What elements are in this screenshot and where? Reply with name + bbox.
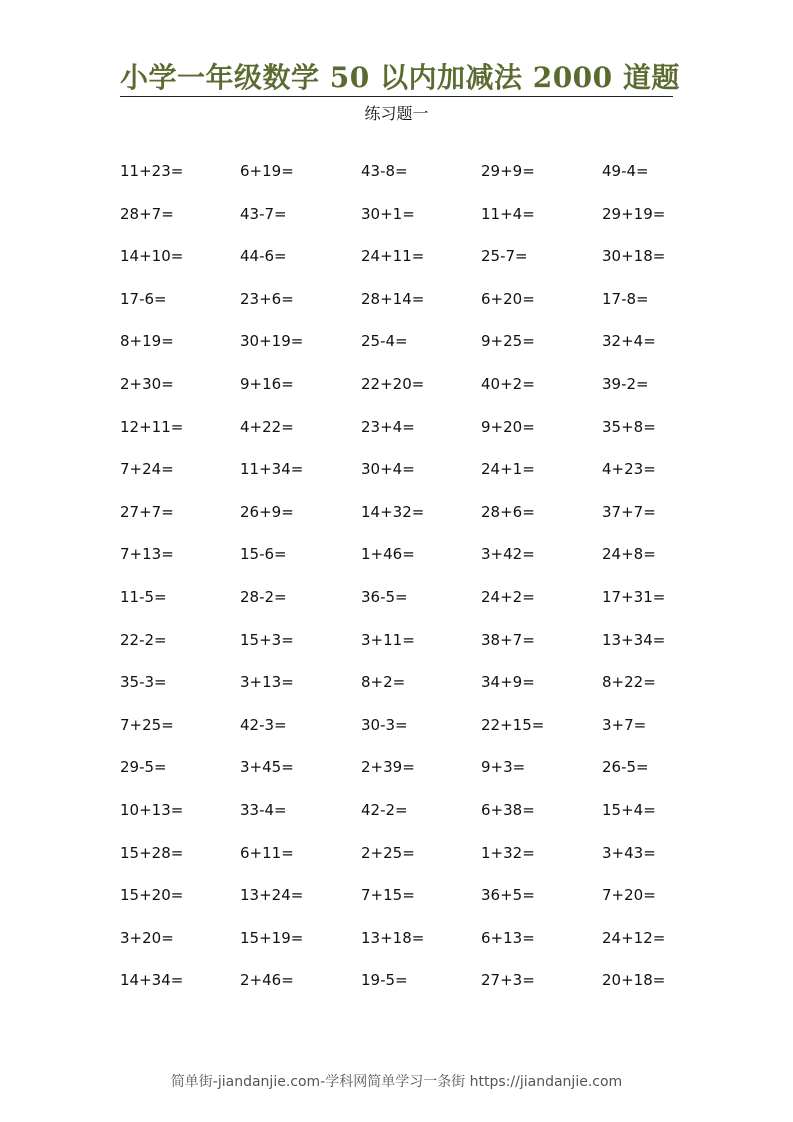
math-problem: 4+22= (240, 417, 294, 436)
math-problem: 44-6= (240, 247, 287, 266)
math-problem: 28+6= (481, 502, 535, 521)
title-divider (120, 96, 673, 97)
math-problem: 3+45= (240, 758, 294, 777)
math-problem: 2+30= (120, 374, 174, 393)
math-problem: 30+4= (361, 460, 415, 479)
math-problem: 3+43= (602, 843, 656, 862)
math-problem: 12+11= (120, 417, 184, 436)
math-problem: 20+18= (602, 971, 666, 990)
math-problem: 8+19= (120, 332, 174, 351)
math-problem: 9+16= (240, 374, 294, 393)
math-problem: 30+18= (602, 247, 666, 266)
math-problem: 22-2= (120, 630, 167, 649)
math-problem: 11+23= (120, 162, 184, 180)
page-title: 小学一年级数学 50 以内加减法 2000 道题 (120, 61, 680, 94)
math-problem: 26-5= (602, 758, 649, 777)
math-problem: 34+9= (481, 673, 535, 692)
math-problem: 6+19= (240, 162, 294, 180)
math-problem: 49-4= (602, 162, 649, 180)
math-problem: 37+7= (602, 502, 656, 521)
math-problem: 15+19= (240, 928, 304, 947)
math-problem: 42-2= (361, 800, 408, 819)
math-problem: 30+19= (240, 332, 304, 351)
math-problem: 15+4= (602, 800, 656, 819)
math-problem: 17+31= (602, 587, 666, 606)
math-problem: 3+7= (602, 715, 647, 734)
math-problem: 33-4= (240, 800, 287, 819)
exercise-subtitle: 练习题一 (364, 104, 429, 123)
math-problem: 23+6= (240, 289, 294, 308)
math-problem: 7+13= (120, 545, 174, 564)
math-problem: 1+32= (481, 843, 535, 862)
math-problem: 30+1= (361, 204, 415, 223)
math-problem: 39-2= (602, 374, 649, 393)
math-problem: 43-7= (240, 204, 287, 223)
math-problem: 24+8= (602, 545, 656, 564)
math-problem: 28+14= (361, 289, 425, 308)
math-problem: 3+20= (120, 928, 174, 947)
math-problem: 9+25= (481, 332, 535, 351)
math-problem: 13+24= (240, 886, 304, 905)
math-problem: 26+9= (240, 502, 294, 521)
math-problem: 11+34= (240, 460, 304, 479)
math-problem: 4+23= (602, 460, 656, 479)
math-problem: 24+1= (481, 460, 535, 479)
math-problem: 2+46= (240, 971, 294, 990)
math-problem: 15+28= (120, 843, 184, 862)
math-problem: 22+20= (361, 374, 425, 393)
math-problem: 7+20= (602, 886, 656, 905)
math-problem: 14+10= (120, 247, 184, 266)
math-problem: 11-5= (120, 587, 167, 606)
math-problem: 2+25= (361, 843, 415, 862)
math-problem: 15-6= (240, 545, 287, 564)
math-problem: 8+2= (361, 673, 406, 692)
math-problem: 17-8= (602, 289, 649, 308)
math-problem: 32+4= (602, 332, 656, 351)
math-problem: 11+4= (481, 204, 535, 223)
math-problem: 35+8= (602, 417, 656, 436)
math-problem: 14+32= (361, 502, 425, 521)
math-problem: 17-6= (120, 289, 167, 308)
math-problem: 25-7= (481, 247, 528, 266)
math-problem: 27+3= (481, 971, 535, 990)
math-problem: 24+11= (361, 247, 425, 266)
math-problem: 3+42= (481, 545, 535, 564)
math-problem: 40+2= (481, 374, 535, 393)
math-problem: 7+25= (120, 715, 174, 734)
math-problem: 6+11= (240, 843, 294, 862)
math-problem: 7+15= (361, 886, 415, 905)
math-problem: 30-3= (361, 715, 408, 734)
math-problem: 15+20= (120, 886, 184, 905)
math-problem: 13+18= (361, 928, 425, 947)
math-problem: 28+7= (120, 204, 174, 223)
math-problem: 15+3= (240, 630, 294, 649)
math-problem: 6+38= (481, 800, 535, 819)
math-problem: 13+34= (602, 630, 666, 649)
math-problem: 29+9= (481, 162, 535, 180)
math-problem: 6+20= (481, 289, 535, 308)
math-problem: 9+20= (481, 417, 535, 436)
math-problem: 43-8= (361, 162, 408, 180)
math-problem: 8+22= (602, 673, 656, 692)
math-problem: 24+12= (602, 928, 666, 947)
math-problem: 2+39= (361, 758, 415, 777)
math-problem: 23+4= (361, 417, 415, 436)
math-problem: 28-2= (240, 587, 287, 606)
math-problem: 25-4= (361, 332, 408, 351)
math-problem: 27+7= (120, 502, 174, 521)
math-problem: 3+11= (361, 630, 415, 649)
math-problem: 29+19= (602, 204, 666, 223)
math-problem: 22+15= (481, 715, 545, 734)
math-problem: 38+7= (481, 630, 535, 649)
math-problem: 3+13= (240, 673, 294, 692)
footer-text: 简单街-jiandanjie.com-学科网简单学习一条街 https://jiandanjie.com (170, 1074, 623, 1090)
math-problem: 19-5= (361, 971, 408, 990)
math-problem: 6+13= (481, 928, 535, 947)
math-problem: 35-3= (120, 673, 167, 692)
math-problem: 29-5= (120, 758, 167, 777)
math-problem: 36+5= (481, 886, 535, 905)
math-problem: 24+2= (481, 587, 535, 606)
math-problem: 9+3= (481, 758, 526, 777)
math-problem: 7+24= (120, 460, 174, 479)
math-problem: 14+34= (120, 971, 184, 990)
math-problem: 10+13= (120, 800, 184, 819)
math-problem: 42-3= (240, 715, 287, 734)
math-problem: 36-5= (361, 587, 408, 606)
math-problem: 1+46= (361, 545, 415, 564)
